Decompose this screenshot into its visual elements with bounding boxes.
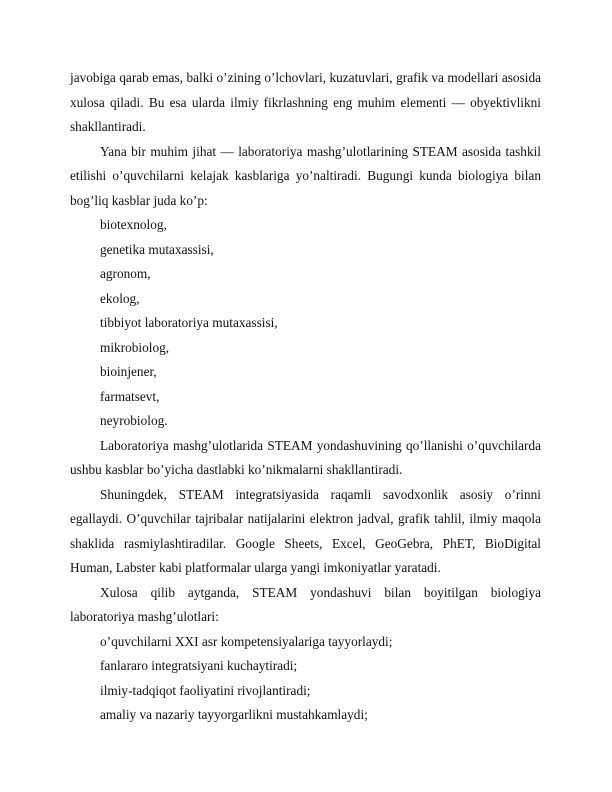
list-item: genetika mutaxassisi, (100, 241, 214, 257)
list-item: neyrobiolog. (100, 413, 168, 428)
list-item: biotexnolog, (100, 217, 167, 232)
professions-list (70, 213, 541, 434)
document-page (70, 66, 541, 728)
list-item: tibbiyot laboratoriya mutaxassisi, (100, 315, 278, 330)
list-item: bioinjener, (100, 364, 157, 379)
list-item: ekolog, (100, 290, 140, 306)
list-item: mikrobiolog, (100, 339, 170, 355)
paragraph-careers-intro: Yana bir muhim jihat — laboratoriya mashg’ulotlarining STEAM asosida tashkil etilishi o’quvchilarni kelajak kasblariga yo’naltiradi. Bugungi kunda biologiya bilan bog’liq kasblar juda ko’p: (70, 143, 541, 208)
list-item: amaliy va nazariy tayyorgarlikni mustahkamlaydi; (100, 707, 368, 722)
list-item: fanlararo integratsiyani kuchaytiradi; (100, 658, 298, 673)
paragraph-continuation: javobiga qarab emas, balki o’zining o’lchovlari, kuzatuvlari, grafik va modellari asosida xulosa qiladi. Bu esa ularda ilmiy fikrlashning eng muhim elementi — obyektivlikni shakllantiradi. (70, 70, 541, 134)
list-item: farmatsevt, (100, 388, 160, 404)
list-item: agronom, (100, 266, 151, 281)
paragraph-steam-skills: Laboratoriya mashg’ulotlarida STEAM yondashuvining qo’llanishi o’quvchilarda ushbu kasblar bo’yicha dastlabki ko’nikmalarni shakllantiradi. (70, 437, 541, 477)
paragraph-conclusion-intro: Xulosa qilib aytganda, STEAM yondashuvi bilan boyitilgan biologiya laboratoriya mashg’ulotlari: (70, 584, 541, 624)
list-item: o’quvchilarni XXI asr kompetensiyalariga tayyorlaydi; (100, 633, 393, 649)
list-item: ilmiy-tadqiqot faoliyatini rivojlantiradi; (100, 682, 311, 698)
paragraph-digital-literacy: Shuningdek, STEAM integratsiyasida raqamli savodxonlik asosiy o’rinni egallaydi. O’quvchilar tajribalar natijalarini elektron jadval, grafik tahlil, ilmiy maqola shaklida rasmiylashtiradilar. Google Sheets, Excel, GeoGebra, PhET, BioDigital Human, Labster kabi platformalar ularga yangi imkoniyatlar yaratadi. (70, 486, 541, 575)
conclusions-list (70, 630, 541, 728)
